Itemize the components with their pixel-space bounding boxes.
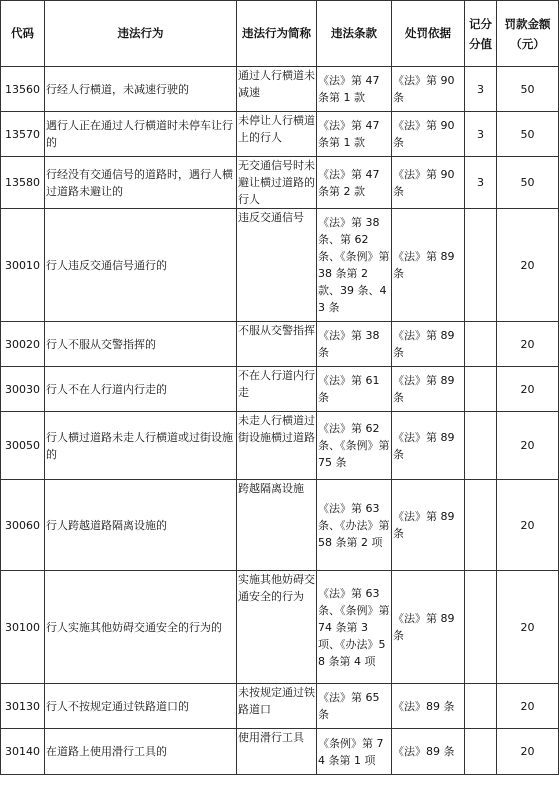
row-abbr: 无交通信号时未避让横过道路的行人	[237, 157, 317, 209]
table-row	[1, 684, 559, 729]
row-clause: 《法》第 38 条、第 62 条、《条例》第 38 条第 2 款、39 条、43 条	[317, 209, 392, 322]
row-clause: 《法》第 38 条	[317, 322, 392, 367]
row-code: 30030	[1, 367, 45, 412]
row-abbr: 未按规定通过铁路道口	[237, 684, 317, 729]
row-points	[465, 480, 497, 571]
row-basis: 《法》第 90 条	[392, 112, 465, 157]
row-points	[465, 367, 497, 412]
row-fine: 50	[497, 112, 559, 157]
row-abbr: 使用滑行工具	[237, 729, 317, 775]
row-points	[465, 571, 497, 684]
row-clause: 《条例》第 74 条第 1 项	[317, 729, 392, 775]
row-fine: 20	[497, 367, 559, 412]
row-basis: 《法》89 条	[392, 729, 465, 775]
row-clause: 《法》第 63 条、《办法》第 58 条第 2 项	[317, 480, 392, 571]
row-abbr: 跨越隔离设施	[237, 480, 317, 571]
row-clause: 《法》第 61 条	[317, 367, 392, 412]
table-row	[1, 209, 559, 322]
header-fine-top: 罚款金额	[504, 16, 551, 31]
row-behavior: 行人横过道路未走人行横道或过街设施的	[45, 412, 237, 480]
row-clause: 《法》第 47 条第 1 款	[317, 112, 392, 157]
header-clause: 违法条款	[317, 1, 392, 67]
header-fine-bottom: （元）	[510, 36, 545, 51]
header-basis: 处罚依据	[392, 1, 465, 67]
row-basis: 《法》第 89 条	[392, 209, 465, 322]
row-clause: 《法》第 63 条、《条例》第 74 条第 3 项、《办法》58 条第 4 项	[317, 571, 392, 684]
row-abbr: 实施其他妨碍交通安全的行为	[237, 571, 317, 684]
row-abbr: 未停让人行横道上的行人	[237, 112, 317, 157]
row-code: 30050	[1, 412, 45, 480]
row-code: 30020	[1, 322, 45, 367]
row-clause: 《法》第 65 条	[317, 684, 392, 729]
table-row	[1, 112, 559, 157]
row-clause: 《法》第 47 条第 1 款	[317, 67, 392, 112]
row-points: 3	[465, 67, 497, 112]
row-basis: 《法》第 90 条	[392, 157, 465, 209]
row-points	[465, 412, 497, 480]
header-row	[1, 1, 559, 67]
row-fine: 20	[497, 684, 559, 729]
row-fine: 20	[497, 729, 559, 775]
row-code: 13580	[1, 157, 45, 209]
header-points	[465, 1, 497, 67]
row-fine: 50	[497, 67, 559, 112]
row-basis: 《法》第 89 条	[392, 571, 465, 684]
row-basis: 《法》第 89 条	[392, 322, 465, 367]
row-abbr: 不在人行道内行走	[237, 367, 317, 412]
row-basis: 《法》89 条	[392, 684, 465, 729]
row-behavior: 遇行人正在通过人行横道时未停车让行的	[45, 112, 237, 157]
row-code: 30130	[1, 684, 45, 729]
table-row	[1, 67, 559, 112]
row-behavior: 行人不按规定通过铁路道口的	[45, 684, 237, 729]
header-abbr: 违法行为简称	[237, 1, 317, 67]
row-points	[465, 684, 497, 729]
header-behavior: 违法行为	[45, 1, 237, 67]
row-behavior: 行人不在人行道内行走的	[45, 367, 237, 412]
row-code: 13570	[1, 112, 45, 157]
row-abbr: 通过人行横道未减速	[237, 67, 317, 112]
row-code: 30140	[1, 729, 45, 775]
row-code: 30100	[1, 571, 45, 684]
row-behavior: 行人跨越道路隔离设施的	[45, 480, 237, 571]
row-behavior: 行经没有交通信号的道路时，遇行人横过道路未避让的	[45, 157, 237, 209]
row-fine: 20	[497, 480, 559, 571]
row-behavior: 在道路上使用滑行工具的	[45, 729, 237, 775]
row-code: 13560	[1, 67, 45, 112]
row-abbr: 不服从交警指挥	[237, 322, 317, 367]
table-row	[1, 412, 559, 480]
row-points	[465, 209, 497, 322]
row-clause: 《法》第 62 条、《条例》第 75 条	[317, 412, 392, 480]
row-fine: 20	[497, 412, 559, 480]
table-row	[1, 367, 559, 412]
row-basis: 《法》第 89 条	[392, 367, 465, 412]
table-row	[1, 729, 559, 775]
row-abbr: 未走人行横道过街设施横过道路	[237, 412, 317, 480]
row-behavior: 行经人行横道，未减速行驶的	[45, 67, 237, 112]
table-row	[1, 157, 559, 209]
header-points-top: 记分	[469, 16, 492, 31]
table-row	[1, 322, 559, 367]
table-row	[1, 480, 559, 571]
row-basis: 《法》第 90 条	[392, 67, 465, 112]
row-behavior: 行人违反交通信号通行的	[45, 209, 237, 322]
row-behavior: 行人不服从交警指挥的	[45, 322, 237, 367]
row-fine: 20	[497, 322, 559, 367]
row-fine: 20	[497, 209, 559, 322]
row-points	[465, 729, 497, 775]
row-fine: 20	[497, 571, 559, 684]
header-fine	[497, 1, 559, 67]
row-clause: 《法》第 47 条第 2 款	[317, 157, 392, 209]
row-basis: 《法》第 89 条	[392, 412, 465, 480]
row-points: 3	[465, 157, 497, 209]
row-points: 3	[465, 112, 497, 157]
row-points	[465, 322, 497, 367]
header-code: 代码	[1, 1, 45, 67]
row-abbr: 违反交通信号	[237, 209, 317, 322]
row-code: 30010	[1, 209, 45, 322]
table-row	[1, 571, 559, 684]
row-code: 30060	[1, 480, 45, 571]
row-basis: 《法》第 89 条	[392, 480, 465, 571]
header-points-bottom: 分值	[469, 36, 492, 51]
row-behavior: 行人实施其他妨碍交通安全的行为的	[45, 571, 237, 684]
row-fine: 50	[497, 157, 559, 209]
